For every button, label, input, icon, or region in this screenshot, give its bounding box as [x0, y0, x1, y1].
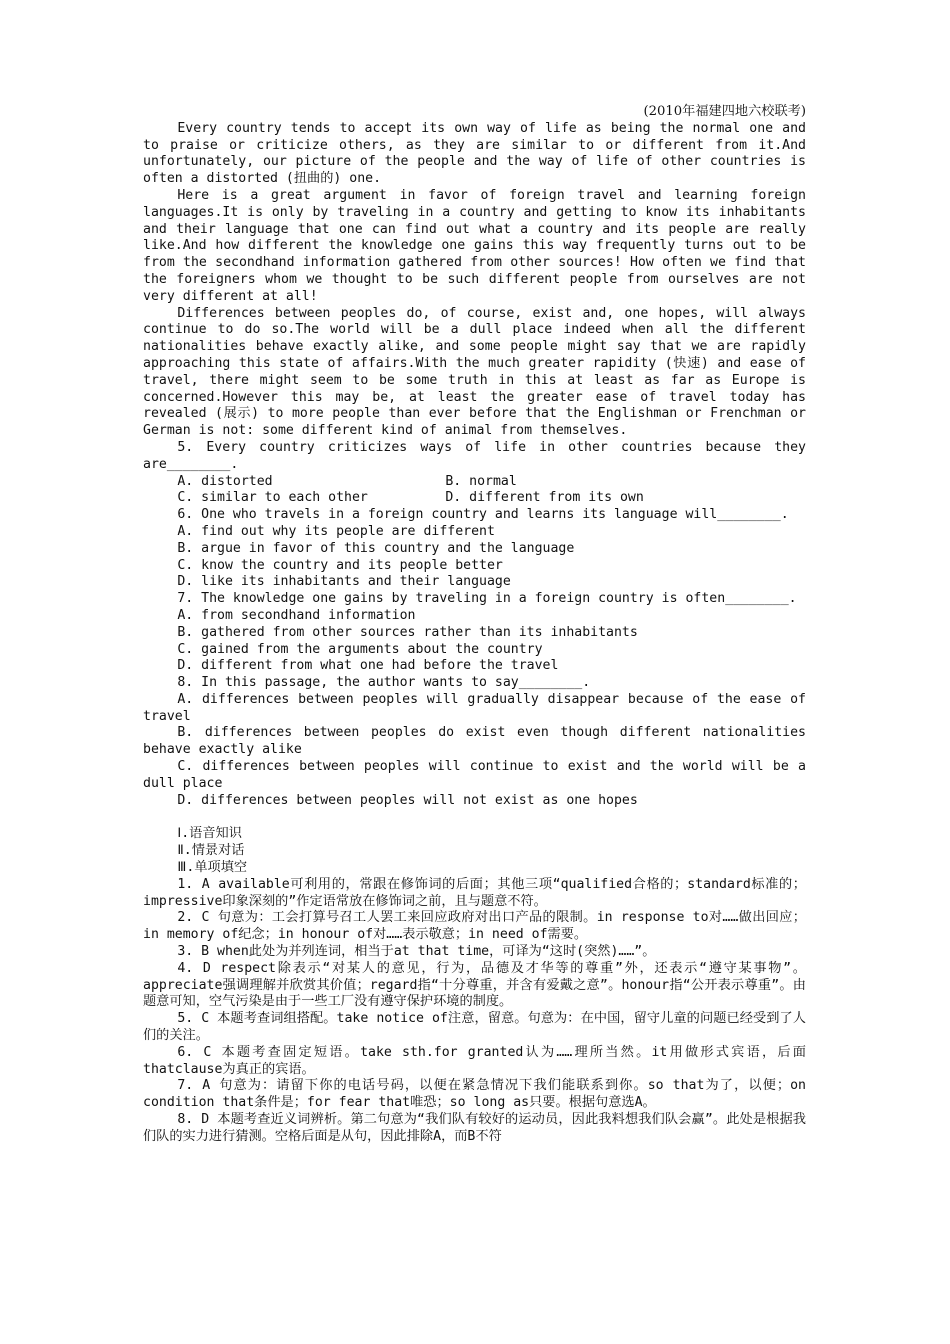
- spacer: [143, 809, 806, 826]
- option: B. normal: [445, 473, 517, 489]
- passage-paragraph: Differences between peoples do, of course, exist and, one hopes, will always continue to do so.The world will be a dull place indeed when all the different nationalities behave exactly alike, and some people might say that we are rapidly approaching this state of affairs.With the much greater rapidity (快速) and ease of travel, there might seem to be some truth in this at least as far as Europe is concerned.However this may be, at least the greater ease of travel today has revealed (展示) to more people than ever before that the Englishman or Frenchman or German is not: some different kind of animal from themselves.: [143, 305, 806, 439]
- question-stem: 6. One who travels in a foreign country and learns its language will________.: [177, 507, 789, 523]
- option: A. find out why its people are different: [177, 523, 495, 539]
- option: D. different from its own: [445, 490, 644, 506]
- section-heading: Ⅰ.语音知识: [177, 826, 242, 842]
- source-note: (2010年福建四地六校联考): [643, 104, 806, 119]
- option: B. differences between peoples do exist even though different nationalities behave exactly alike: [143, 725, 806, 758]
- option: A. from secondhand information: [177, 607, 416, 623]
- answer-explanation: 4. D respect除表示“对某人的意见，行为，品德及才华等的尊重”外，还表示“遵守某事物”。appreciate强调理解并欣赏其价值；regard指“十分尊重，并含有爱戴之意”。honour指“公开表示尊重”。由题意可知，空气污染是由于一些工厂没有遵守保护环境的制度。: [143, 960, 806, 1010]
- answer-explanation: 7. A 句意为：请留下你的电话号码，以便在紧急情况下我们能联系到你。so that为了，以便；on condition that条件是；for fear that唯恐；so long as只要。根据句意选A。: [143, 1078, 806, 1111]
- option: C. similar to each other: [177, 490, 368, 506]
- answer-explanation: 2. C 句意为：工会打算号召工人罢工来回应政府对出口产品的限制。in response to对……做出回应；in memory of纪念；in honour of对……表示敬意；in need of需要。: [143, 910, 806, 943]
- question-stem: 7. The knowledge one gains by traveling in a foreign country is often________.: [177, 591, 797, 607]
- option: B. gathered from other sources rather than its inhabitants: [177, 624, 638, 640]
- option: D. different from what one had before the travel: [177, 658, 559, 674]
- answer-explanation: 5. C 本题考查词组搭配。take notice of注意，留意。句意为：在中国，留守儿童的问题已经受到了人们的关注。: [143, 1011, 806, 1044]
- answer-explanation: 6. C 本题考查固定短语。take sth.for granted认为……理所当然。it用做形式宾语，后面thatclause为真正的宾语。: [143, 1044, 806, 1077]
- option: D. like its inhabitants and their language: [177, 574, 511, 590]
- section-heading: Ⅲ.单项填空: [177, 860, 248, 876]
- option: D. differences between peoples will not exist as one hopes: [177, 792, 638, 808]
- answer-explanation: 1. A available可利用的，常跟在修饰词的后面；其他三项“qualified合格的；standard标准的；impressive印象深刻的”作定语常放在修饰词之前，且与题意不符。: [143, 876, 806, 909]
- passage-paragraph: Every country tends to accept its own way of life as being the normal one and to praise or criticize others, as they are similar to or different from it.And unfortunately, our picture of the people and the way of life of other countries is often a distorted (扭曲的) one.: [143, 120, 806, 187]
- option: B. argue in favor of this country and the language: [177, 540, 575, 556]
- option: C. differences between peoples will continue to exist and the world will be a dull place: [143, 759, 806, 791]
- section-heading: Ⅱ.情景对话: [177, 843, 245, 859]
- answer-explanation: 3. B when此处为并列连词，相当于at that time，可译为“这时(突然)……”。: [177, 944, 656, 960]
- option-row: [143, 490, 806, 507]
- option: A. distorted: [177, 473, 273, 489]
- option: C. gained from the arguments about the country: [177, 641, 543, 657]
- document-page: [143, 104, 806, 1146]
- answer-explanation: 8. D 本题考查近义词辨析。第二句意为“我们队有较好的运动员，因此我料想我们队会赢”。此处是根据我们队的实力进行猜测。空格后面是从句，因此排除A，而B不符: [143, 1112, 806, 1144]
- passage-paragraph: Here is a great argument in favor of foreign travel and learning foreign languages.It is only by traveling in a country and getting to know its inhabitants and their language that one can find out what a country and its people are really like.And how different the knowledge one gains this way frequently turns out to be from the secondhand information gathered from other sources! How often we find that the foreigners whom we thought to be such different people from ourselves are not very different at all!: [143, 187, 806, 304]
- question-stem: 5. Every country criticizes ways of life in other countries because they are________.: [143, 439, 806, 472]
- option-row: [143, 474, 806, 491]
- question-stem: 8. In this passage, the author wants to say________.: [177, 675, 591, 691]
- option: C. know the country and its people better: [177, 557, 503, 573]
- option: A. differences between peoples will gradually disappear because of the ease of travel: [143, 691, 806, 724]
